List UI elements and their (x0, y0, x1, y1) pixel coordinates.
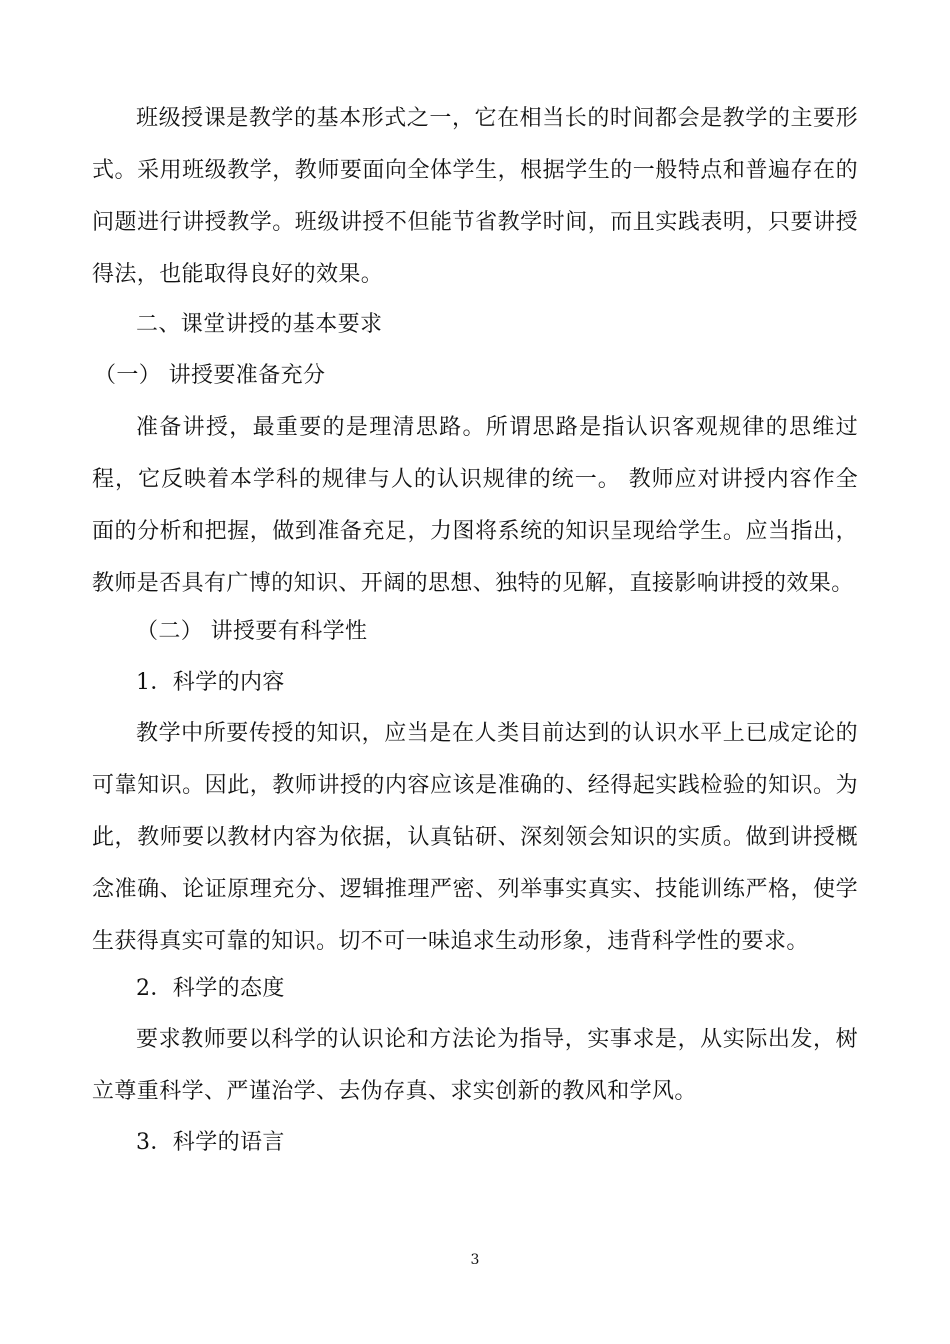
subsection-heading-scientific: （二） 讲授要有科学性 (136, 619, 368, 644)
item-heading-scientific-content: 1．科学的内容 (136, 670, 285, 695)
section-heading-basic-requirements: 二、课堂讲授的基本要求 (136, 312, 383, 337)
page-number: 3 (470, 1252, 480, 1268)
paragraph-scientific-attitude: 要求教师要以科学的认识论和方法论为指导，实事求是，从实际出发，树立尊重科学、严谨治学、去伪存真、求实创新的教风和学风。 (92, 1027, 858, 1104)
paragraph-class-teaching: 班级授课是教学的基本形式之一，它在相当长的时间都会是教学的主要形式。采用班级教学，教师要面向全体学生，根据学生的一般特点和普遍存在的问题进行讲授教学。班级讲授不但能节省教学时间，而且实践表明，只要讲授得法，也能取得良好的效果。 (92, 106, 858, 287)
paragraph-preparation: 准备讲授，最重要的是理清思路。所谓思路是指认识客观规律的思维过程，它反映着本学科的规律与人的认识规律的统一。 教师应对讲授内容作全面的分析和把握，做到准备充足，力图将系统的知识呈现给学生。应当指出，教师是否具有广博的知识、开阔的思想、独特的见解，直接影响讲授的效果。 (92, 415, 858, 596)
subsection-heading-preparation: （一） 讲授要准备充分 (94, 363, 326, 388)
item-heading-scientific-language: 3．科学的语言 (136, 1130, 285, 1155)
item-heading-scientific-attitude: 2．科学的态度 (136, 976, 285, 1001)
paragraph-scientific-content: 教学中所要传授的知识，应当是在人类目前达到的认识水平上已成定论的可靠知识。因此，教师讲授的内容应该是准确的、经得起实践检验的知识。为此，教师要以教材内容为依据，认真钻研、深刻领会知识的实质。做到讲授概念准确、论证原理充分、逻辑推理严密、列举事实真实、技能训练严格，使学生获得真实可靠的知识。切不可一味追求生动形象，违背科学性的要求。 (92, 721, 858, 954)
